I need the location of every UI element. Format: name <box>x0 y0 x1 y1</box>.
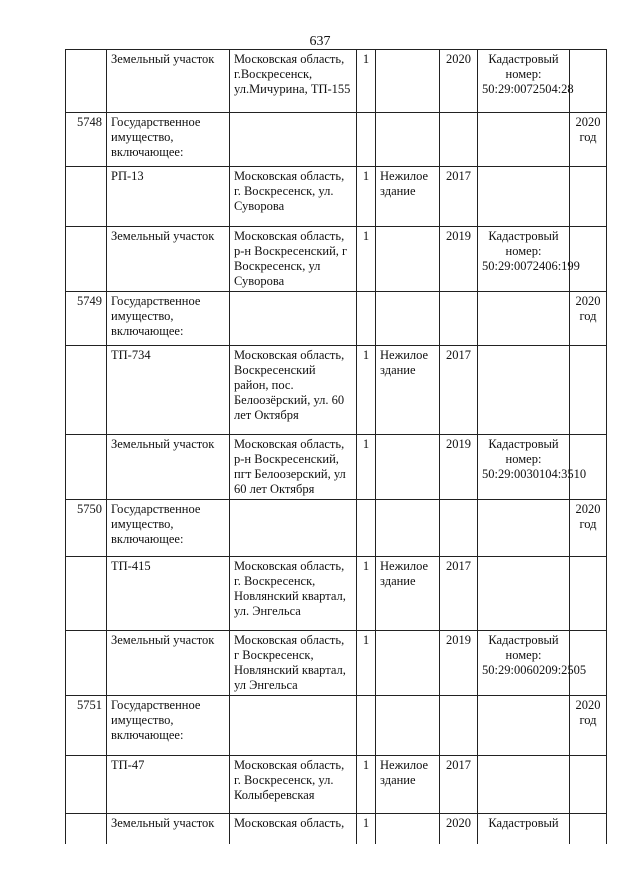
cadastral-number-cell <box>478 113 570 167</box>
property-type-cell <box>376 814 440 845</box>
completion-year-cell: 2020 год <box>570 696 607 756</box>
quantity-cell <box>357 500 376 557</box>
property-name-cell: РП-13 <box>107 167 230 227</box>
property-type-cell: Нежилое здание <box>376 346 440 435</box>
quantity-cell: 1 <box>357 435 376 500</box>
address-cell: Московская область, Воскресенский район, пос. Белоозёрский, ул. 60 лет Октября <box>230 346 357 435</box>
quantity-cell: 1 <box>357 756 376 814</box>
property-name-cell: Земельный участок <box>107 814 230 845</box>
property-name-cell: ТП-47 <box>107 756 230 814</box>
address-cell <box>230 500 357 557</box>
year-cell: 2019 <box>440 227 478 292</box>
quantity-cell: 1 <box>357 814 376 845</box>
address-cell: Московская область, р-н Воскресенский, г Воскресенск, ул Суворова <box>230 227 357 292</box>
address-cell: Московская область, г Воскресенск, Новлянский квартал, ул Энгельса <box>230 631 357 696</box>
page-number: 637 <box>309 34 331 49</box>
registry-number-cell: 5748 <box>66 113 107 167</box>
completion-year-cell <box>570 167 607 227</box>
property-type-cell <box>376 696 440 756</box>
table-row <box>66 557 607 631</box>
registry-number-cell <box>66 50 107 113</box>
table-row <box>66 696 607 756</box>
table-row <box>66 292 607 346</box>
address-cell: Московская область, г.Воскресенск, ул.Мичурина, ТП-155 <box>230 50 357 113</box>
quantity-cell: 1 <box>357 631 376 696</box>
year-cell: 2019 <box>440 435 478 500</box>
property-type-cell <box>376 435 440 500</box>
property-registry-table <box>65 49 607 844</box>
completion-year-cell: 2020 год <box>570 500 607 557</box>
registry-number-cell <box>66 756 107 814</box>
property-type-cell <box>376 113 440 167</box>
cadastral-number-cell <box>478 696 570 756</box>
property-name-cell: Государственное имущество, включающее: <box>107 500 230 557</box>
address-cell: Московская область, г. Воскресенск, ул. Суворова <box>230 167 357 227</box>
table-row <box>66 50 607 113</box>
property-type-cell: Нежилое здание <box>376 557 440 631</box>
year-cell: 2020 <box>440 814 478 845</box>
completion-year-cell <box>570 557 607 631</box>
completion-year-cell <box>570 814 607 845</box>
property-name-cell: Государственное имущество, включающее: <box>107 696 230 756</box>
property-name-cell: ТП-734 <box>107 346 230 435</box>
quantity-cell: 1 <box>357 167 376 227</box>
property-name-cell: Земельный участок <box>107 227 230 292</box>
registry-number-cell <box>66 346 107 435</box>
registry-number-cell: 5749 <box>66 292 107 346</box>
table-row <box>66 435 607 500</box>
registry-number-cell <box>66 631 107 696</box>
table-row <box>66 756 607 814</box>
quantity-cell <box>357 696 376 756</box>
cadastral-number-cell: Кадастровый номер: 50:29:0060209:2505 <box>478 631 570 696</box>
table-row <box>66 227 607 292</box>
registry-number-cell <box>66 814 107 845</box>
completion-year-cell <box>570 346 607 435</box>
year-cell: 2017 <box>440 557 478 631</box>
year-cell <box>440 292 478 346</box>
property-name-cell: Земельный участок <box>107 435 230 500</box>
quantity-cell <box>357 292 376 346</box>
address-cell: Московская область, г. Воскресенск, Новлянский квартал, ул. Энгельса <box>230 557 357 631</box>
address-cell: Московская область, р-н Воскресенский, пгт Белоозерский, ул 60 лет Октября <box>230 435 357 500</box>
completion-year-cell: 2020 год <box>570 113 607 167</box>
year-cell: 2017 <box>440 346 478 435</box>
property-type-cell <box>376 631 440 696</box>
table-row <box>66 113 607 167</box>
cadastral-number-cell <box>478 292 570 346</box>
year-cell: 2017 <box>440 167 478 227</box>
quantity-cell: 1 <box>357 50 376 113</box>
registry-number-cell: 5751 <box>66 696 107 756</box>
completion-year-cell <box>570 50 607 113</box>
property-name-cell: Государственное имущество, включающее: <box>107 113 230 167</box>
quantity-cell: 1 <box>357 557 376 631</box>
property-name-cell: Государственное имущество, включающее: <box>107 292 230 346</box>
address-cell <box>230 113 357 167</box>
address-cell: Московская область, <box>230 814 357 845</box>
table-row <box>66 631 607 696</box>
property-type-cell <box>376 292 440 346</box>
cadastral-number-cell: Кадастровый номер: 50:29:0072504:28 <box>478 50 570 113</box>
property-type-cell <box>376 500 440 557</box>
cadastral-number-cell: Кадастровый <box>478 814 570 845</box>
year-cell: 2017 <box>440 756 478 814</box>
table-row <box>66 814 607 845</box>
table-row <box>66 167 607 227</box>
cadastral-number-cell <box>478 167 570 227</box>
year-cell <box>440 113 478 167</box>
quantity-cell <box>357 113 376 167</box>
year-cell <box>440 500 478 557</box>
year-cell: 2020 <box>440 50 478 113</box>
registry-number-cell <box>66 167 107 227</box>
cadastral-number-cell <box>478 756 570 814</box>
address-cell <box>230 292 357 346</box>
cadastral-number-cell <box>478 346 570 435</box>
table-row <box>66 346 607 435</box>
quantity-cell: 1 <box>357 346 376 435</box>
address-cell: Московская область, г. Воскресенск, ул. Колыберевская <box>230 756 357 814</box>
table-row <box>66 500 607 557</box>
registry-number-cell <box>66 227 107 292</box>
quantity-cell: 1 <box>357 227 376 292</box>
cadastral-number-cell: Кадастровый номер: 50:29:0030104:3510 <box>478 435 570 500</box>
year-cell: 2019 <box>440 631 478 696</box>
cadastral-number-cell: Кадастровый номер: 50:29:0072406:199 <box>478 227 570 292</box>
property-name-cell: Земельный участок <box>107 631 230 696</box>
registry-number-cell: 5750 <box>66 500 107 557</box>
address-cell <box>230 696 357 756</box>
property-type-cell: Нежилое здание <box>376 756 440 814</box>
completion-year-cell: 2020 год <box>570 292 607 346</box>
completion-year-cell <box>570 756 607 814</box>
cadastral-number-cell <box>478 557 570 631</box>
cadastral-number-cell <box>478 500 570 557</box>
property-type-cell: Нежилое здание <box>376 167 440 227</box>
property-name-cell: Земельный участок <box>107 50 230 113</box>
registry-number-cell <box>66 435 107 500</box>
property-name-cell: ТП-415 <box>107 557 230 631</box>
registry-number-cell <box>66 557 107 631</box>
year-cell <box>440 696 478 756</box>
property-type-cell <box>376 50 440 113</box>
property-type-cell <box>376 227 440 292</box>
